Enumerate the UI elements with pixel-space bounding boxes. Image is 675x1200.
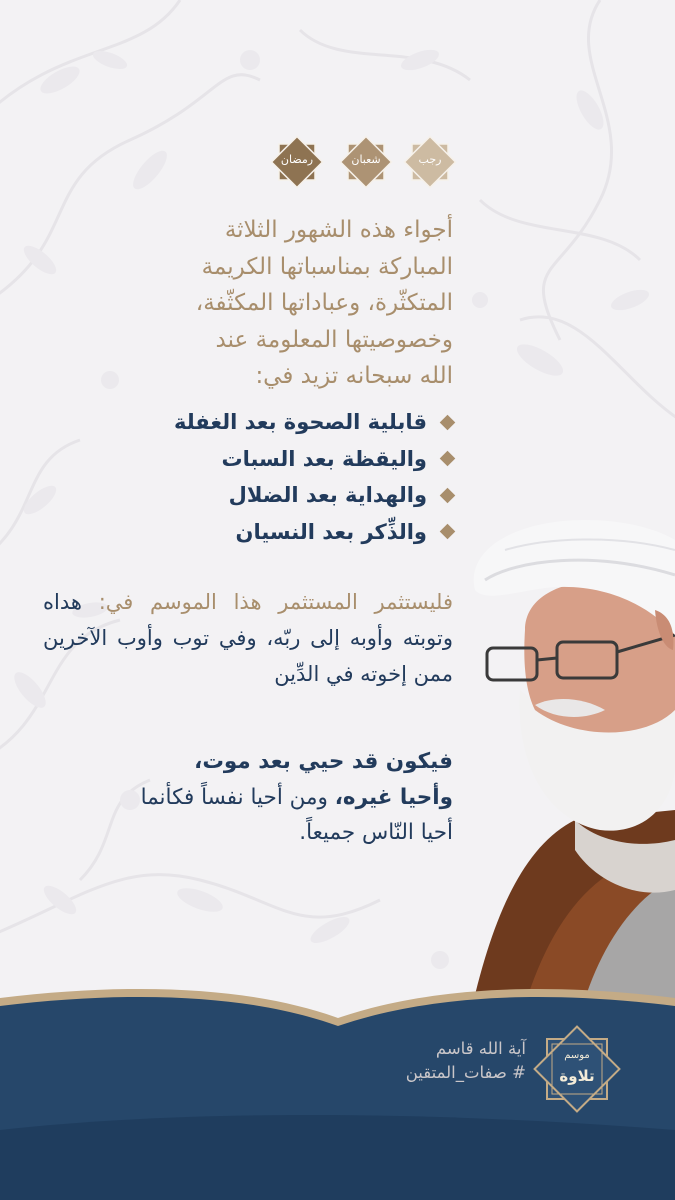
bullet-text: والذِّكر بعد النسيان xyxy=(235,519,427,544)
list-item xyxy=(33,441,453,478)
month-badges xyxy=(266,134,456,192)
invest-paragraph xyxy=(43,584,453,692)
list-item xyxy=(33,477,453,514)
revive-paragraph xyxy=(43,744,453,851)
invest-line: هداه وتوبته xyxy=(43,590,453,650)
intro-line: المتكثّرة، وعباداتها المكثّفة، xyxy=(195,290,453,316)
month-label-shaaban: شعبان xyxy=(351,153,381,166)
list-item xyxy=(33,404,453,441)
bullet-text: واليقظة بعد السبات xyxy=(221,446,427,471)
invest-line: وأوبه إلى ربّه، وفي توب وأوب xyxy=(117,626,393,650)
revive-line: أحيا النّاس جميعاً. xyxy=(299,820,453,845)
intro-line: المباركة بمناسباتها الكريمة xyxy=(201,253,453,280)
intro-line: الله سبحانه تزيد في: xyxy=(255,363,453,389)
invest-lead: فليستثمر المستثمر هذا الموسم في: xyxy=(98,590,453,614)
list-item xyxy=(33,514,453,551)
month-badge-ramadan xyxy=(269,134,325,190)
diamond-bullet-icon xyxy=(440,414,456,430)
month-badge-rajab xyxy=(402,134,458,190)
logo-top-text: موسم xyxy=(564,1050,590,1061)
bullet-text: والهداية بعد الضلال xyxy=(228,483,427,508)
hashtag: # صفات_المتقين xyxy=(405,1063,526,1082)
bullet-list xyxy=(33,404,453,550)
intro-paragraph xyxy=(43,212,453,395)
month-badge-shaaban xyxy=(338,134,394,190)
revive-bold-line: فيكون قد حيي بعد موت، xyxy=(194,749,453,774)
logo-main-text: تلاوة xyxy=(559,1067,595,1085)
month-label-ramadan: رمضان xyxy=(280,153,314,166)
intro-line: وخصوصيتها المعلومة عند xyxy=(215,326,453,353)
diamond-bullet-icon xyxy=(440,451,456,467)
footer-signature xyxy=(386,1037,526,1085)
invest-line: الآخرين ممن إخوته في الدِّين xyxy=(43,626,453,686)
revive-line: ومن أحيا نفساً فكأنما xyxy=(140,784,328,810)
scholar-name: آية الله قاسم xyxy=(435,1039,526,1058)
diamond-bullet-icon xyxy=(440,487,456,503)
bullet-text: قابلية الصحوة بعد الغفلة xyxy=(173,410,427,435)
season-logo xyxy=(530,1022,624,1116)
month-label-rajab: رجب xyxy=(418,153,442,166)
revive-bold-fragment: وأحيا غيره، xyxy=(334,784,453,810)
intro-line: أجواء هذه الشهور الثلاثة xyxy=(224,217,453,243)
